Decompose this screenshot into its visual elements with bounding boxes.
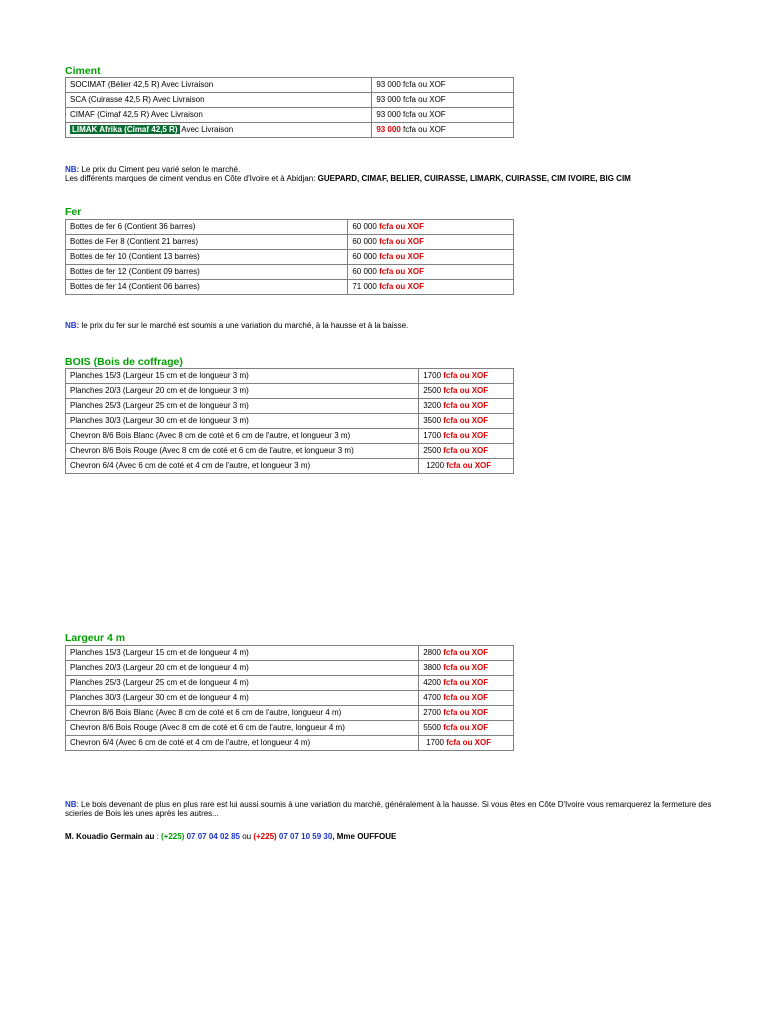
product-name: Bottes de fer 14 (Contient 06 barres)	[66, 280, 348, 295]
price-value: 2700	[423, 708, 441, 717]
product-price	[419, 736, 514, 751]
product-price	[419, 721, 514, 736]
nb-label: NB:	[65, 321, 80, 330]
price-value: 1700	[423, 371, 442, 380]
product-price: 93 000 fcfa ou XOF	[372, 108, 514, 123]
table-row	[66, 676, 514, 691]
phone-prefix: (+225)	[161, 832, 185, 841]
product-name: Planches 30/3 (Largeur 30 cm et de longueur 4 m)	[66, 691, 419, 706]
price-unit: fcfa ou XOF	[443, 416, 489, 425]
product-name: Planches 20/3 (Largeur 20 cm et de longueur 3 m)	[66, 384, 419, 399]
table-row	[66, 93, 514, 108]
product-price	[419, 384, 514, 399]
product-name: Planches 25/3 (Largeur 25 cm et de longueur 3 m)	[66, 399, 419, 414]
price-value: 60 000	[352, 237, 377, 246]
bois-title: BOIS (Bois de coffrage)	[65, 356, 183, 368]
fer-table	[65, 219, 514, 295]
price-value: 2800	[423, 648, 441, 657]
product-price	[419, 691, 514, 706]
phone-prefix: (+225)	[253, 832, 277, 841]
price-unit: fcfa ou XOF	[443, 648, 489, 657]
table-row	[66, 250, 514, 265]
product-price	[419, 399, 514, 414]
table-row	[66, 444, 514, 459]
price-unit: fcfa ou XOF	[446, 738, 492, 747]
product-name: Planches 30/3 (Largeur 30 cm et de longueur 3 m)	[66, 414, 419, 429]
price-unit: fcfa ou XOF	[379, 252, 424, 261]
ciment-title: Ciment	[65, 65, 101, 77]
nb-label: NB:	[65, 165, 80, 174]
bois-note	[65, 800, 725, 818]
product-price	[419, 676, 514, 691]
table-row	[66, 108, 514, 123]
price-unit: fcfa ou XOF	[379, 222, 424, 231]
product-name: SCA (Cuirasse 42,5 R) Avec Livraison	[66, 93, 372, 108]
price-value: 2500	[423, 386, 442, 395]
highlighted-brand: LIMAK Afrika (Cimaf 42,5 R)	[72, 125, 178, 134]
price-unit: fcfa ou XOF	[379, 267, 424, 276]
product-name: Bottes de Fer 8 (Contient 21 barres)	[66, 235, 348, 250]
price-value: 1700	[426, 738, 444, 747]
product-name: Planches 15/3 (Largeur 15 cm et de longueur 4 m)	[66, 646, 419, 661]
brand-list: GUEPARD, CIMAF, BELIER, CUIRASSE, LIMARK, CUIRASSE, CIM IVOIRE, BIG CIM	[317, 174, 631, 183]
price-unit: fcfa ou XOF	[443, 663, 489, 672]
price-value: 2500	[423, 446, 442, 455]
product-name: Chevron 8/6 Bois Blanc (Avec 8 cm de coté et 6 cm de l'autre, longueur 4 m)	[66, 706, 419, 721]
product-name: Bottes de fer 10 (Contient 13 barres)	[66, 250, 348, 265]
table-row	[66, 646, 514, 661]
product-name: Planches 15/3 (Largeur 15 cm et de longueur 3 m)	[66, 369, 419, 384]
price-value: 1700	[423, 431, 442, 440]
note-text: le prix du fer sur le marché est soumis a une variation du marché, à la hausse et à la baisse.	[79, 321, 409, 330]
product-name	[66, 123, 372, 138]
note-text: : Le bois devenant de plus en plus rare est lui aussi soumis à une variation du marché, généralement à la hausse. Si vous êtes en Côte D'Ivoire vous remarquerez la fermeture des scieries de Bois les unes après les autres...	[65, 800, 712, 818]
price-unit: fcfa ou XOF	[379, 282, 424, 291]
table-row	[66, 280, 514, 295]
price-value: 60 000	[352, 267, 377, 276]
product-name: Chevron 6/4 (Avec 6 cm de coté et 4 cm de l'autre, et longueur 3 m)	[66, 459, 419, 474]
price-unit: fcfa ou XOF	[443, 401, 489, 410]
table-row	[66, 265, 514, 280]
product-price	[348, 220, 514, 235]
table-row	[66, 369, 514, 384]
ciment-note	[65, 165, 715, 183]
price-value: 3800	[423, 663, 441, 672]
price-unit: fcfa ou XOF	[443, 431, 489, 440]
price-unit: fcfa ou XOF	[446, 461, 492, 470]
product-price	[419, 369, 514, 384]
price-value: 3500	[423, 416, 442, 425]
price-unit: fcfa ou XOF	[443, 723, 489, 732]
price-unit: fcfa ou XOF	[443, 708, 489, 717]
table-row	[66, 235, 514, 250]
separator: ou	[239, 832, 254, 841]
product-price	[419, 414, 514, 429]
contact-name: M. Kouadio Germain au	[65, 832, 155, 841]
product-name: CIMAF (Cimaf 42,5 R) Avec Livraison	[66, 108, 372, 123]
table-row	[66, 414, 514, 429]
price-unit: fcfa ou XOF	[443, 371, 489, 380]
product-price: 93 000 fcfa ou XOF	[372, 93, 514, 108]
table-row	[66, 721, 514, 736]
price-value: 4700	[423, 693, 441, 702]
product-name: Planches 25/3 (Largeur 25 cm et de longueur 4 m)	[66, 676, 419, 691]
price-value: 4200	[423, 678, 441, 687]
contact-line	[65, 832, 715, 841]
product-name: Bottes de fer 6 (Contient 36 barres)	[66, 220, 348, 235]
price-unit: fcfa ou XOF	[400, 125, 446, 134]
bois-table	[65, 368, 514, 474]
price-value: 60 000	[352, 252, 377, 261]
largeur-title: Largeur 4 m	[65, 632, 126, 644]
note-text: Le prix du Ciment peu varié selon le marché.	[79, 165, 241, 174]
table-row	[66, 691, 514, 706]
note-text: Les différents marques de ciment vendus en Côte d'Ivoire et à Abidjan:	[65, 174, 318, 183]
product-name: Chevron 8/6 Bois Rouge (Avec 8 cm de coté et 6 cm de l'autre, et longueur 3 m)	[66, 444, 419, 459]
product-price	[419, 661, 514, 676]
product-name-rest: Avec Livraison	[179, 125, 234, 134]
separator: :	[154, 832, 162, 841]
table-row	[66, 736, 514, 751]
product-name: Planches 20/3 (Largeur 20 cm et de longueur 4 m)	[66, 661, 419, 676]
table-row	[66, 384, 514, 399]
fer-title: Fer	[65, 206, 82, 218]
nb-label: NB	[65, 800, 77, 809]
product-price	[372, 123, 514, 138]
product-price	[419, 444, 514, 459]
product-price	[348, 235, 514, 250]
price-unit: fcfa ou XOF	[379, 237, 424, 246]
price-unit: fcfa ou XOF	[443, 446, 489, 455]
product-price	[419, 646, 514, 661]
product-name: Chevron 6/4 (Avec 6 cm de coté et 4 cm de l'autre, et longueur 4 m)	[66, 736, 419, 751]
product-name: Chevron 8/6 Bois Blanc (Avec 8 cm de coté et 6 cm de l'autre, et longueur 3 m)	[66, 429, 419, 444]
price-value: 71 000	[352, 282, 377, 291]
product-price	[419, 429, 514, 444]
phone-number: 07 07 04 02 85	[184, 832, 240, 841]
price-unit: fcfa ou XOF	[443, 678, 489, 687]
price-unit: fcfa ou XOF	[443, 693, 489, 702]
price-value: 3200	[423, 401, 442, 410]
price-value: 93 000	[376, 125, 401, 134]
phone-number: 07 07 10 59 30	[276, 832, 333, 841]
fer-note	[65, 321, 715, 330]
price-value: 60 000	[352, 222, 377, 231]
product-price	[348, 280, 514, 295]
largeur-table	[65, 645, 514, 751]
product-name: Bottes de fer 12 (Contient 09 barres)	[66, 265, 348, 280]
table-row	[66, 706, 514, 721]
price-value: 5500	[423, 723, 441, 732]
table-row	[66, 78, 514, 93]
product-price	[419, 706, 514, 721]
table-row	[66, 220, 514, 235]
table-row	[66, 123, 514, 138]
product-name: Chevron 8/6 Bois Rouge (Avec 8 cm de coté et 6 cm de l'autre, longueur 4 m)	[66, 721, 419, 736]
table-row	[66, 661, 514, 676]
contact-tail: , Mme OUFFOUE	[332, 832, 397, 841]
price-value: 1200	[426, 461, 445, 470]
product-price: 93 000 fcfa ou XOF	[372, 78, 514, 93]
table-row	[66, 399, 514, 414]
product-name: SOCIMAT (Bélier 42,5 R) Avec Livraison	[66, 78, 372, 93]
table-row	[66, 429, 514, 444]
product-price	[348, 250, 514, 265]
product-price	[419, 459, 514, 474]
product-price	[348, 265, 514, 280]
price-unit: fcfa ou XOF	[443, 386, 489, 395]
table-row	[66, 459, 514, 474]
ciment-table	[65, 77, 514, 138]
